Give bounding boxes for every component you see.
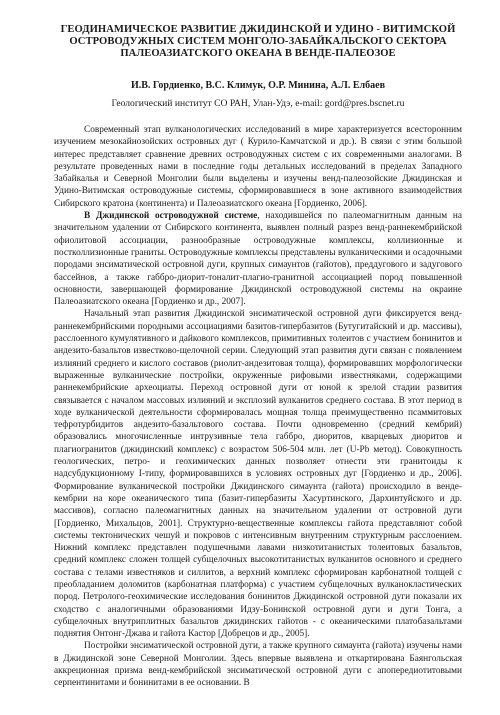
paragraph-2-text: , находившейся по палеомагнитным данным на значительном удалении от Сибирского континента, выявлен полный разрез венд-раннекембрийской офиолитовой ассоциации, разнообразные островодужные комплексы, коллизионные и постколлизионные граниты. Островодужные комплексы представлены вулканическими и осадочными породами энсиматической островной дуги, крупных симаунтов (гайотов), преддугового и задугового бассейнов, а также габбро-диорит-тоналит-плагио-гранитной ассоциацией пород повышенной основности, завершающей формирование Джидинской островодужной системы на окраине Палеоазиатского океана [Гордиенко и др., 2007]. — [54, 211, 462, 308]
paragraph-2 — [54, 210, 462, 308]
paragraph-1 — [54, 124, 462, 210]
paragraph-1-text: Современный этап вулканологических исследований в мире характеризуется всесторонним изучением мезокайнозойских островных дуг ( Курило-Камчатской и др.). В связи с этим большой интерес представляет сравнение древних островодужных систем с их современными аналогами. В результате проведенных нами в последние годы детальных исследований в пределах Западного Забайкалья и Северной Монголии были выделены и изучены венд-палеозойские Джидинская и Удино-Витимская островодужные системы, сформировавшиеся в зоне активного взаимодействия Сибирского кратона (континента) и Палеоазиатского океана [Гордиенко, 2006]. — [54, 125, 462, 209]
article-body — [54, 124, 462, 690]
article-title: ГЕОДИНАМИЧЕСКОЕ РАЗВИТИЕ ДЖИДИНСКОЙ И УДИНО - ВИТИМСКОЙ ОСТРОВОДУЖНЫХ СИСТЕМ МОНГОЛО-ЗАБАЙКАЛЬСКОГО СЕКТОРА ПАЛЕОАЗИАТСКОГО ОКЕАНА В ВЕНДЕ-ПАЛЕОЗОЕ — [60, 24, 456, 59]
paragraph-4-text: Постройки энсиматической островной дуги, а также крупного симаунта (гайота) изучены нами в Джидинской зоне Северной Монголии. Здесь впервые выявлена и откартирована Баянгольская аккреционная призма венд-кембрийской энсиматической островной дуги с апопередиотитовыми серпентинитами и бонинитами в ее основании. В — [54, 641, 462, 689]
author-affiliation: Геологический институт СО РАН, Улан-Удэ, e-mail: gord@pres.bscnet.ru — [111, 98, 405, 109]
paragraph-3 — [54, 308, 462, 640]
paragraph-2-lead: В Джидинской островодужной системе — [84, 211, 258, 222]
article-authors: И.В. Гордиенко, В.С. Климук, О.Р. Минина, А.Л. Елбаев — [130, 80, 385, 91]
paragraph-4 — [54, 640, 462, 689]
paragraph-3-text: Начальный этап развития Джидинской энсиматической островной дуги фиксируется венд-раннекембрийскими породными ассоциациями базитов-гипербазитов (Бутугитайский и др. массивы), расслоенного кумулятивного и дайкового комплексов, примитивных толеитов с участием бонинитов и андезито-базальтов известково-щелочной серии. Следующий этап развития дуги связан с появлением излияний среднего и кислого составов (риолит-андезитовая толща), формировавших морфологически выраженные вулканические постройки, окруженные рифовыми известняками, содержащими раннекембрийские археоциаты. Переход островной дуги от юной к зрелой стадии развития связывается с началом массовых излияний и эксплозий вулканитов среднего состава. В этот период в ходе вулканической деятельности сформировалась мощная толща преимущественно псаммитовых тефротурбидитов андезито-базальтового состава. Почти одновременно (средний кембрий) образовались многочисленные интрузивные тела габбро, диоритов, кварцевых диоритов и плагиогранитов (джидинский комплекс) с возрастом 506-504 млн. лет (U-Pb метод). Совокупность геологических, петро- и геохимических данных позволяет отнести эти гранитоиды к надсубдукционному I-типу, формировавшихся в условиях островных дуг [Гордиенко и др., 2006]. Формирование вулканической постройки Джидинского симаунта (гайота) происходило в венде-кембрии на коре океанического типа (базит-гипербазиты Хасуртинского, Дархинтуйского и др. массивов), согласно палеомагнитных данных на значительном удалении от островной дуги [Гордиенко, Михальцов, 2001]. Структурно-вещественные комплексы гайота представляют собой системы тектонических чешуй и покровов с интенсивным внутренним структурным расслоением. Нижний комплекс представлен подушечными лавами низкотитанистых толеитовых базальтов, средний комплекс сложен толщей субщелочных высокотитанистых вулканитов основного и среднего состава с телами известняков и силлитов, а верхний комплекс сформирован карбонатной толщей с преобладанием доломитов (карбонатная платформа) с участием субщелочных вулканокластических пород. Петролого-геохимические исследования бонинитов Джидинской островной дуги показали их сходство с аналогичными образованиями Идзу-Бонинской островной дуги и дуги Тонга, а субщелочных внутриплитных базальтов джидинских гайотов - с океаническими платобазальтами поднятия Онтонг-Джава и гайота Кастор [Добрецов и др., 2005]. — [54, 309, 462, 640]
